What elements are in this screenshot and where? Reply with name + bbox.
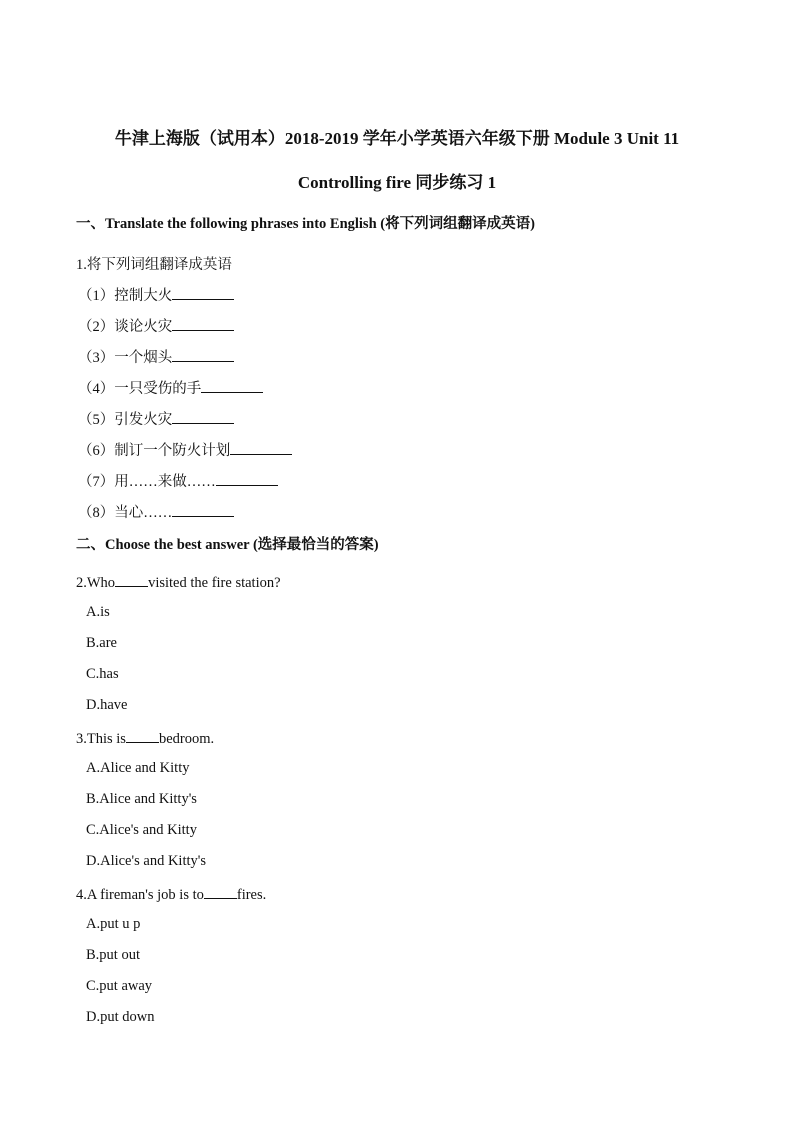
stem-before: 3.This is — [76, 731, 126, 747]
question-4-option-b[interactable]: B.put out — [86, 947, 140, 963]
stem-before: 4.A fireman's job is to — [76, 887, 204, 903]
answer-blank[interactable] — [126, 729, 159, 743]
answer-blank[interactable] — [201, 378, 263, 393]
phrase-item-8 — [78, 501, 234, 522]
phrase-item-text: （8）当心…… — [78, 505, 173, 521]
phrase-item-text: （3）一个烟头 — [78, 350, 173, 366]
question-3-option-b[interactable]: B.Alice and Kitty's — [86, 791, 197, 807]
phrase-item-6 — [78, 439, 292, 460]
phrase-item-text: （4）一只受伤的手 — [78, 381, 202, 397]
question-2-option-c[interactable]: C.has — [86, 666, 119, 682]
question-3-option-d[interactable]: D.Alice's and Kitty's — [86, 853, 207, 869]
answer-blank[interactable] — [204, 885, 237, 899]
phrase-item-7 — [78, 470, 278, 491]
question-2-option-b[interactable]: B.are — [86, 635, 117, 651]
phrase-item-text: （2）谈论火灾 — [78, 319, 173, 335]
section1-heading: 一、Translate the following phrases into English (将下列词组翻译成英语) — [76, 216, 535, 232]
answer-blank[interactable] — [172, 409, 234, 424]
question-2-stem — [76, 573, 281, 592]
question-4-option-d[interactable]: D.put down — [86, 1009, 155, 1025]
answer-blank[interactable] — [172, 316, 234, 331]
answer-blank[interactable] — [172, 502, 234, 517]
question-3-stem — [76, 729, 214, 748]
document-title-line2: Controlling fire 同步练习 1 — [297, 173, 497, 192]
question-2-option-a[interactable]: A.is — [86, 604, 110, 620]
question-3-option-a[interactable]: A.Alice and Kitty — [86, 760, 190, 776]
answer-blank[interactable] — [172, 285, 234, 300]
question-2-option-d[interactable]: D.have — [86, 697, 128, 713]
question-4-option-a[interactable]: A.put u p — [86, 916, 141, 932]
stem-after: fires. — [236, 887, 267, 903]
question-3-option-c[interactable]: C.Alice's and Kitty — [86, 822, 197, 838]
question-1-stem: 1.将下列词组翻译成英语 — [76, 257, 232, 273]
answer-blank[interactable] — [230, 440, 292, 455]
answer-blank[interactable] — [216, 471, 278, 486]
phrase-item-text: （7）用……来做…… — [78, 474, 216, 490]
phrase-item-5 — [78, 408, 234, 429]
stem-before: 2.Who — [76, 575, 116, 591]
document-title-line1: 牛津上海版（试用本）2018-2019 学年小学英语六年级下册 Module 3 Unit 11 — [114, 129, 680, 148]
phrase-item-4 — [78, 377, 263, 398]
answer-blank[interactable] — [172, 347, 234, 362]
phrase-item-text: （1）控制大火 — [78, 288, 173, 304]
stem-after: visited the fire station? — [148, 575, 281, 591]
phrase-item-2 — [78, 315, 234, 336]
phrase-item-1 — [78, 284, 234, 305]
phrase-item-text: （5）引发火灾 — [78, 412, 173, 428]
phrase-item-3 — [78, 346, 234, 367]
question-4-stem — [76, 885, 266, 904]
question-4-option-c[interactable]: C.put away — [86, 978, 153, 994]
answer-blank[interactable] — [115, 573, 148, 587]
stem-after: bedroom. — [158, 731, 215, 747]
phrase-item-text: （6）制订一个防火计划 — [78, 443, 231, 459]
section2-heading: 二、Choose the best answer (选择最恰当的答案) — [76, 537, 379, 553]
